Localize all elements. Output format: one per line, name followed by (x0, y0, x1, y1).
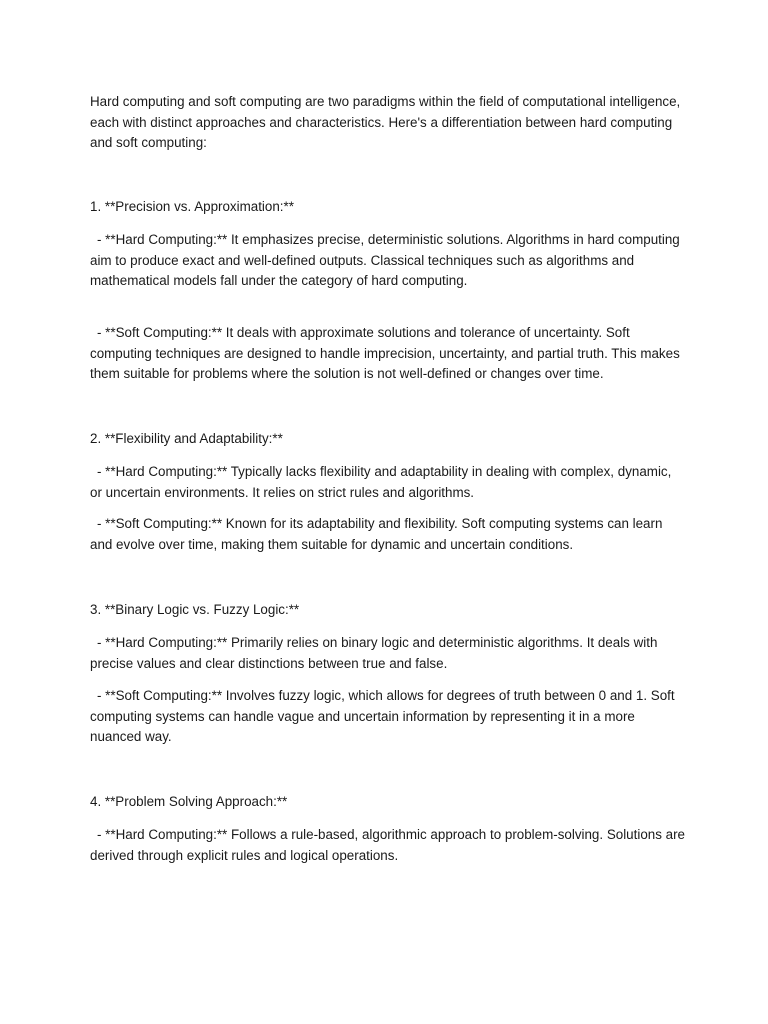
section-2-hard-paragraph: - **Hard Computing:** Typically lacks flexibility and adaptability in dealing with complex, dynamic, or uncertain environments. It relies on strict rules and algorithms. (90, 464, 672, 500)
section-4-heading: 4. **Problem Solving Approach:** (90, 794, 288, 809)
section-3-hard-paragraph: - **Hard Computing:** Primarily relies on binary logic and deterministic algorithms. It deals with precise values and clear distinctions between true and false. (90, 635, 658, 671)
section-4-hard-paragraph: - **Hard Computing:** Follows a rule-based, algorithmic approach to problem-solving. Solutions are derived through explicit rules and logical operations. (90, 827, 685, 863)
section-3-soft-paragraph: - **Soft Computing:** Involves fuzzy logic, which allows for degrees of truth between 0 and 1. Soft computing systems can handle vague and uncertain information by representing it in a more nuanced way. (90, 688, 675, 744)
intro-paragraph: Hard computing and soft computing are two paradigms within the field of computational intelligence, each with distinct approaches and characteristics. Here's a differentiation between hard computing and soft computing: (90, 94, 681, 150)
section-1-heading: 1. **Precision vs. Approximation:** (90, 199, 294, 214)
section-2-soft-paragraph: - **Soft Computing:** Known for its adaptability and flexibility. Soft computing systems can learn and evolve over time, making them suitable for dynamic and uncertain conditions. (90, 516, 663, 552)
section-3-heading: 3. **Binary Logic vs. Fuzzy Logic:** (90, 602, 300, 617)
section-2-heading: 2. **Flexibility and Adaptability:** (90, 431, 283, 446)
section-1-soft-paragraph: - **Soft Computing:** It deals with approximate solutions and tolerance of uncertainty. Soft computing techniques are designed to handle imprecision, uncertainty, and partial truth. This makes them suitable for problems where the solution is not well-defined or changes over time. (90, 325, 680, 381)
section-1-hard-paragraph: - **Hard Computing:** It emphasizes precise, deterministic solutions. Algorithms in hard computing aim to produce exact and well-defined outputs. Classical techniques such as algorithms and mathematical models fall under the category of hard computing. (90, 232, 680, 288)
